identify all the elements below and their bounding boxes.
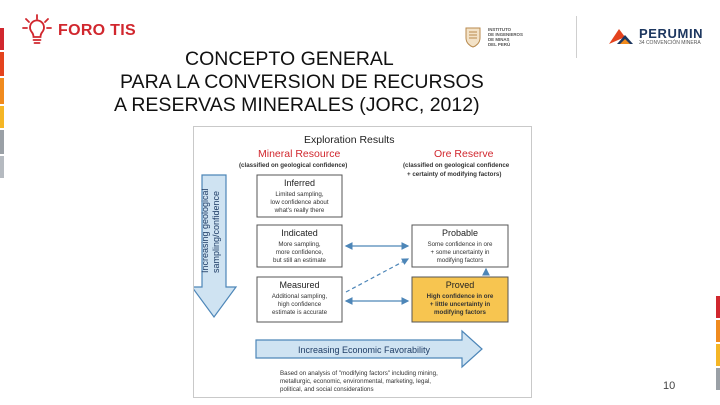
indicated-line-3: but still an estimate xyxy=(273,257,326,264)
crest-icon xyxy=(464,26,482,48)
right-stripe-4 xyxy=(716,368,720,390)
proved-line-1: High confidence in ore xyxy=(426,293,494,300)
jorc-diagram xyxy=(193,126,532,398)
footnote-line-3: political, and social considerations xyxy=(280,386,374,393)
accent-stripe-6 xyxy=(0,156,4,178)
ore-reserve-subtitle-2: + certainty of modifying factors) xyxy=(407,171,502,178)
indicated-title: Indicated xyxy=(281,228,318,238)
economic-arrow-label: Increasing Economic Favorability xyxy=(297,345,431,355)
title-line-2: PARA LA CONVERSION DE RECURSOS xyxy=(120,71,484,93)
probable-line-3: modifying factors xyxy=(436,257,484,264)
iimp-line-3: DE MINAS xyxy=(488,37,510,42)
probable-title: Probable xyxy=(441,228,479,238)
perumin-name: PERUMIN xyxy=(639,25,704,41)
accent-stripe-2 xyxy=(0,52,4,76)
perumin-logo xyxy=(608,26,703,46)
accent-stripe-1 xyxy=(0,28,4,50)
indicated-line-2: more confidence, xyxy=(275,249,324,256)
measured-line-2: high confidence xyxy=(277,301,322,308)
logo-divider xyxy=(576,16,577,58)
measured-line-1: Additional sampling, xyxy=(271,293,328,300)
mountain-icon xyxy=(608,26,634,46)
measured-probable-arrow xyxy=(346,259,408,292)
accent-stripe-5 xyxy=(0,130,4,154)
inferred-line-3: what's really there xyxy=(274,207,325,214)
probable-line-1: Some confidence in ore xyxy=(427,241,493,248)
exploration-results-label: Exploration Results xyxy=(304,134,395,146)
mineral-resource-subtitle: (classified on geological confidence) xyxy=(239,162,348,169)
indicated-line-1: More sampling, xyxy=(278,241,321,248)
title-line-1: CONCEPTO GENERAL xyxy=(185,48,394,70)
title-line-3: A RESERVAS MINERALES (JORC, 2012) xyxy=(114,94,480,116)
iimp-logo xyxy=(464,26,548,48)
page-number: 10 xyxy=(663,380,676,392)
measured-title: Measured xyxy=(279,280,320,290)
right-stripe-2 xyxy=(716,320,720,342)
right-stripe-1 xyxy=(716,296,720,318)
footnote-line-2: metallurgic, economic, environmental, marketing, legal, xyxy=(280,378,431,385)
measured-line-3: estimate is accurate xyxy=(271,309,328,316)
accent-stripe-4 xyxy=(0,106,4,128)
ore-reserve-subtitle-1: (classified on geological confidence xyxy=(403,162,510,169)
iimp-line-2: DE INGENIEROS xyxy=(488,32,523,37)
mineral-resource-label: Mineral Resource xyxy=(258,148,341,160)
proved-line-2: + little uncertainty in xyxy=(429,301,491,308)
right-stripe-3 xyxy=(716,344,720,366)
proved-line-3: modifying factors xyxy=(434,309,486,316)
inferred-title: Inferred xyxy=(283,178,316,188)
brand-name: FORO TIS xyxy=(58,22,136,39)
left-arrow-label-1: Increasing geological xyxy=(200,188,210,273)
probable-line-2: + some uncertainty in xyxy=(430,249,490,256)
proved-title: Proved xyxy=(445,280,475,290)
lightbulb-icon xyxy=(22,14,52,48)
footnote-line-1: Based on analysis of "modifying factors" including mining, xyxy=(280,370,438,377)
left-arrow-label-2: sampling/confidence xyxy=(211,190,221,273)
diagram-canvas xyxy=(194,127,531,397)
foro-tis-logo xyxy=(22,14,136,48)
iimp-line-1: INSTITUTO xyxy=(488,27,512,32)
accent-stripe-3 xyxy=(0,78,4,104)
perumin-subtitle: 34 CONVENCIÓN MINERA xyxy=(639,39,701,46)
ore-reserve-label: Ore Reserve xyxy=(434,148,494,160)
inferred-line-1: Limited sampling, xyxy=(275,191,324,198)
inferred-line-2: low confidence about xyxy=(270,199,329,206)
iimp-line-4: DEL PERÚ xyxy=(488,42,511,47)
slide-title xyxy=(110,48,530,117)
